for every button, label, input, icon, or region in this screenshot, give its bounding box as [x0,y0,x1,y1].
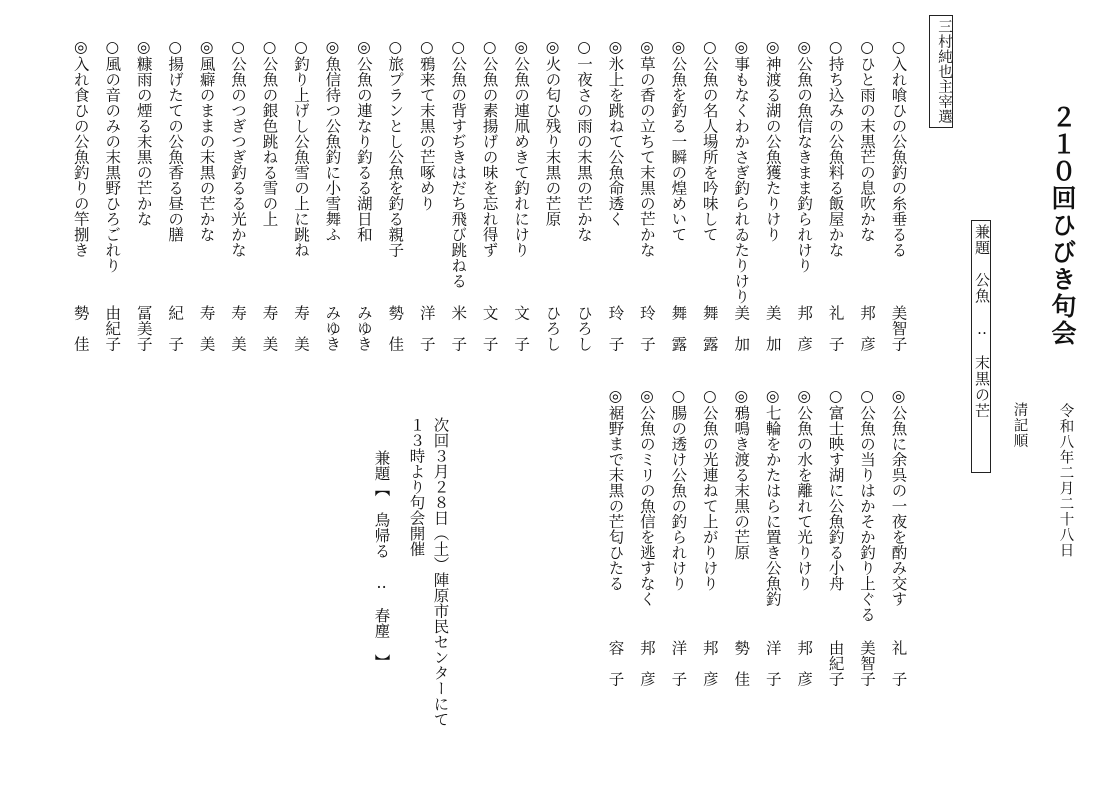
haiku-author: 勢 佳 [71,305,90,352]
haiku-author: 洋 子 [669,640,688,687]
haiku-author: 礼 子 [889,640,908,687]
haiku-text: ○公魚の背すぢきはだち飛び跳ねる [449,38,468,289]
haiku-author: 美 加 [763,305,782,352]
haiku-author: ひろし [575,305,593,352]
next-meeting-line2: １３時より句会開催 [407,417,426,557]
haiku-text: ◎氷上を跳ねて公魚命透く [606,38,625,227]
kendai-box: 兼題 公魚 ‥ 末黒の芒 [971,220,991,473]
haiku-author: 容 子 [606,640,625,687]
haiku-author: 美 加 [732,305,751,352]
haiku-text: ◎公魚の連凧めきて釣れにけり [512,38,531,258]
meeting-date: 令和八年二月二十八日 [1057,403,1074,558]
haiku-author: 由紀子 [826,640,845,687]
haiku-author: 寿 美 [291,305,310,352]
haiku-text: ○一夜さの雨の末黒の芒かな [575,38,593,242]
order-note: 清記順 [1011,402,1028,449]
haiku-text: ○公魚の素揚げの味を忘れ得ず [480,38,499,258]
haiku-author: みゆき [323,305,342,352]
haiku-author: 冨美子 [134,305,153,352]
haiku-text: ○揚げたての公魚香る昼の膳 [166,38,185,242]
haiku-author: 邦 彦 [795,640,814,687]
haiku-text: ◎火の匂ひ残り末黒の芒原 [543,38,562,227]
haiku-text: ○腸の透け公魚の釣られけり [669,387,688,591]
haiku-author: 由紀子 [103,305,122,352]
haiku-author: 舞 露 [700,305,719,352]
haiku-author: 寿 美 [197,305,216,352]
haiku-text: ○公魚の名人場所を吟味して [700,38,719,242]
haiku-author: 寿 美 [229,305,248,352]
haiku-author: 舞 露 [669,305,688,352]
haiku-text: ◎神渡る湖の公魚獲たりけり [763,38,782,242]
next-meeting-line1: 次回３月２８日（土）陣原市民センターにて [431,417,450,727]
haiku-text: ◎鴉鳴き渡る末黒の芒原 [732,387,751,560]
haiku-text: ○鴉来て末黒の芒啄めり [417,38,436,211]
haiku-text: ◎草の香の立ちて末黒の芒かな [637,38,656,258]
haiku-author: 玲 子 [606,305,625,352]
haiku-author: ひろし [543,305,562,352]
haiku-author: 邦 彦 [700,640,719,687]
haiku-author: 紀 子 [166,305,185,352]
haiku-text: ○公魚の銀色跳ねる雪の上 [260,38,279,227]
haiku-text: ◎公魚の水を離れて光りけり [795,387,814,591]
haiku-text: ◎入れ食ひの公魚釣りの竿捌き [71,38,90,258]
haiku-text: ○公魚の当りはかそか釣り上ぐる [858,387,877,622]
haiku-author: 美智子 [889,305,908,352]
haiku-text: ○公魚のつぎつぎ釣るる光かな [229,38,248,258]
haiku-text: ◎裾野まで末黒の芒匂ひたる [606,387,625,591]
haiku-author: 文 子 [480,305,499,352]
haiku-text: ◎魚信待つ公魚釣に小雪舞ふ [323,38,342,242]
haiku-text: ◎公魚を釣る一瞬の煌めいて [669,38,688,242]
next-meeting-notice [368,417,458,747]
haiku-text: ○ひと雨の末黒芒の息吹かな [858,38,877,242]
haiku-author: 邦 彦 [637,640,656,687]
haiku-author: 米 子 [449,305,468,352]
haiku-text: ○風の音のみの末黒野ひろごれり [103,38,122,273]
haiku-author: 玲 子 [637,305,656,352]
haiku-text: ○持ち込みの公魚料る飯屋かな [826,38,845,258]
haiku-text: ◎公魚のミリの魚信を逃すなく [637,387,656,607]
haiku-author: 寿 美 [260,305,279,352]
haiku-text: ○公魚の光連ねて上がりけり [700,387,719,591]
haiku-author: 洋 子 [417,305,436,352]
haiku-text: ◎糠雨の煙る末黒の芒かな [134,38,153,227]
haiku-text: ○釣り上げし公魚雪の上に跳ね [291,38,310,258]
next-meeting-line3: 兼題【 鳥帰る ‥ 春塵 】 [372,450,391,670]
haiku-author: 勢 佳 [732,640,751,687]
haiku-author: 文 子 [512,305,531,352]
haiku-text: ○富士映す湖に公魚釣る小舟 [826,387,845,591]
haiku-text: ○旅プランとし公魚を釣る親子 [386,38,405,258]
haiku-author: 邦 彦 [858,305,877,352]
haiku-text: ◎公魚の連なり釣るる湖日和 [354,38,373,242]
haiku-text: ◎公魚に余呉の一夜を酌み交す [889,387,908,607]
haiku-author: 勢 佳 [386,305,405,352]
haiku-author: 邦 彦 [795,305,814,352]
haiku-text: ◎事もなくわかさぎ釣られゐたりけり [732,38,751,304]
haiku-text: ◎七輪をかたはらに置き公魚釣 [763,387,782,607]
haiku-text: ◎風癖のままの末黒の芒かな [197,38,216,242]
haiku-author: みゆき [354,305,373,352]
haiku-text: ◎公魚の魚信なきまま釣られけり [795,38,814,273]
selector-box: 三村純也主宰選 [929,15,953,128]
haiku-author: 洋 子 [763,640,782,687]
haiku-author: 美智子 [858,640,877,687]
haiku-text: ○入れ喰ひの公魚釣の糸垂るる [889,38,908,258]
haiku-author: 礼 子 [826,305,845,352]
page-title: ２１０回ひびき句会 [1048,104,1077,347]
